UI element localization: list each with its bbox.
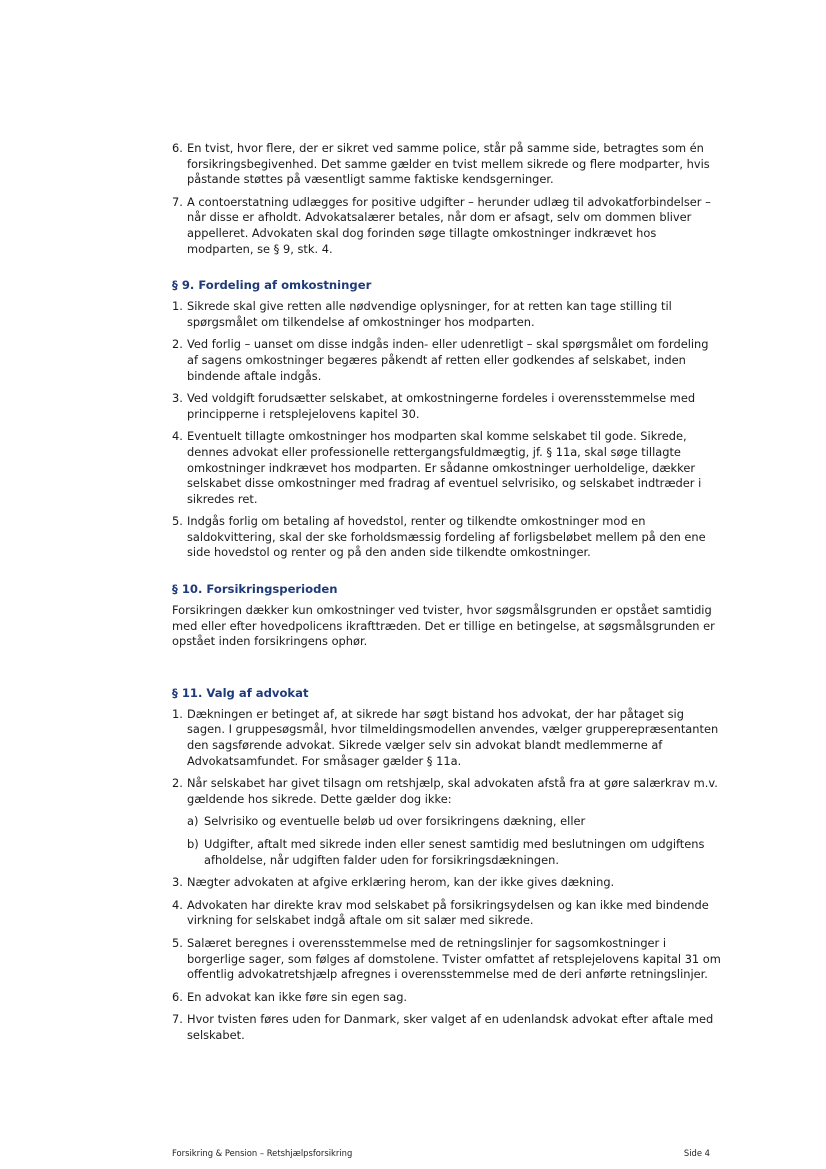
- item-number: 1.: [172, 706, 183, 721]
- list-item: [172, 391, 722, 422]
- sub-item-letter: a): [187, 814, 199, 829]
- item-number: 6.: [172, 141, 183, 155]
- sub-item-text: Udgifter, aftalt med sikrede inden eller senest samtidig med beslutningen om udgiftens afholdelse, når udgiften falder uden for forsikringsdækningen.: [204, 837, 705, 867]
- list-item: [172, 141, 722, 188]
- document-body: [172, 141, 722, 1051]
- item-text: Indgås forlig om betaling af hovedstol, renter og tilkendte omkostninger mod en saldokvittering, skal der ske forholdsmæssig fordeling af forligsbeløbet mellem på den ene side hovedstol og renter og på den anden side tilkendte omkostninger.: [187, 514, 706, 560]
- item-number: 6.: [172, 989, 183, 1004]
- item-number: 5.: [172, 514, 183, 529]
- item-number: 7.: [172, 194, 183, 209]
- footer-title: Forsikring & Pension – Retshjælpsforsikring: [172, 1148, 353, 1158]
- item-text: Eventuelt tillagte omkostninger hos modparten skal komme selskabet til gode. Sikrede, dennes advokat eller professionelle rettergangsfuldmægtig, jf. § 11a, skal søge tillagte omkostninger indkrævet hos modparten. Er sådanne omkostninger uerholdelige, dækker selskabet disse omkostninger med fradrag af eventuel selvrisiko, og selskabet indtræder i sikredes ret.: [187, 429, 702, 506]
- list-item: [172, 898, 722, 929]
- section-9-heading: § 9. Fordeling af omkostninger: [172, 278, 372, 293]
- item-text: Advokaten har direkte krav mod selskabet på forsikringsydelsen og kan ikke med bindende virkning for selskabet indgå aftale om sit salær med sikrede.: [187, 897, 709, 928]
- page-number: Side 4: [683, 1148, 710, 1158]
- list-item: [172, 195, 722, 257]
- item-number: 4.: [172, 897, 183, 912]
- item-text: Salæret beregnes i overensstemmelse med de retningslinjer for sagsomkostninger i borgerlige sager, som følges af domstolene. Tvister omfattet af retsplejelovens kapital 31 om offentlig advokatretshjælp afregnes i overensstemmelse med de deri anførte retningslinjer.: [187, 935, 721, 982]
- item-text: A contoerstatning udlægges for positive udgifter – herunder udlæg til advokatforbindelser – når disse er afholdt. Advokatsalærer betales, når dom er afsagt, selv om dommen bliver appelleret. Advokaten skal dog forinden søge tillagte omkostninger indkrævet hos modparten, se § 9, stk. 4.: [187, 194, 711, 256]
- item-text: Ved voldgift forudsætter selskabet, at omkostningerne fordeles i overensstemmelse med principperne i retsplejelovens kapitel 30.: [187, 391, 696, 421]
- item-number: 4.: [172, 429, 183, 444]
- sub-item-text: Selvrisiko og eventuelle beløb ud over forsikringens dækning, eller: [204, 814, 586, 829]
- item-text: En tvist, hvor flere, der er sikret ved samme police, står på samme side, betragtes som én forsikringsbegivenhed. Det samme gælder en tvist mellem sikrede og flere modparter, hvis påstande støttes på væsentligt samme faktiske kendsgerninger.: [187, 141, 710, 187]
- sub-item: [187, 814, 722, 830]
- list-item: [172, 299, 722, 330]
- list-item: [172, 776, 722, 868]
- section-10-text: Forsikringen dækker kun omkostninger ved tvister, hvor søgsmålsgrunden er opstået samtidig med eller efter hovedpolicens ikrafttræden. Det er tillige en betingelse, at søgsmålsgrunden er opstået inden forsikringens ophør.: [172, 603, 715, 649]
- item-number: 3.: [172, 391, 183, 406]
- item-number: 7.: [172, 1012, 183, 1027]
- list-item: [172, 429, 722, 507]
- item-text: Dækningen er betinget af, at sikrede har søgt bistand hos advokat, der har påtaget sig sagen. I gruppesøgsmål, hvor tilmeldingsmodellen anvendes, vælger grupperepræsentanten den sagsførende advokat. Sikrede vælger selv sin advokat blandt medlemmerne af Advokatsamfundet. For småsager gælder § 11a.: [187, 706, 719, 768]
- list-item: [172, 1012, 722, 1043]
- item-number: 2.: [172, 776, 183, 791]
- section-11-heading: § 11. Valg af advokat: [172, 685, 309, 700]
- section-9-list: [172, 299, 722, 561]
- item-text: Nægter advokaten at afgive erklæring herom, kan der ikke gives dækning.: [187, 875, 615, 890]
- list-item: [172, 936, 722, 983]
- item-text: Når selskabet har givet tilsagn om retshjælp, skal advokaten afstå fra at gøre salærkrav m.v. gældende hos sikrede. Dette gælder dog ikke:: [187, 776, 718, 806]
- list-item: [172, 875, 722, 891]
- list-item: [172, 707, 722, 769]
- item-text: En advokat kan ikke føre sin egen sag.: [187, 989, 408, 1004]
- sub-item: [187, 837, 722, 868]
- section-11-list: [172, 707, 722, 1044]
- item-number: 1.: [172, 299, 183, 314]
- list-item: [172, 337, 722, 384]
- sub-item-letter: b): [187, 837, 199, 851]
- item-text: Ved forlig – uanset om disse indgås inden- eller udenretligt – skal spørgsmålet om fordeling af sagens omkostninger begæres påkendt af retten eller godkendes af selskabet, inden bindende aftale indgås.: [187, 337, 709, 383]
- list-item: [172, 514, 722, 561]
- item-number: 2.: [172, 337, 183, 352]
- item-number: 3.: [172, 875, 183, 890]
- item-text: Hvor tvisten føres uden for Danmark, sker valget af en udenlandsk advokat efter aftale med selskabet.: [187, 1012, 714, 1042]
- item-number: 5.: [172, 935, 183, 950]
- section-10-heading: § 10. Forsikringsperioden: [172, 582, 338, 597]
- item-text: Sikrede skal give retten alle nødvendige oplysninger, for at retten kan tage stilling til spørgsmålet om tilkendelse af omkostninger hos modparten.: [187, 299, 672, 329]
- pre-section-list: [172, 141, 722, 257]
- list-item: [172, 990, 722, 1006]
